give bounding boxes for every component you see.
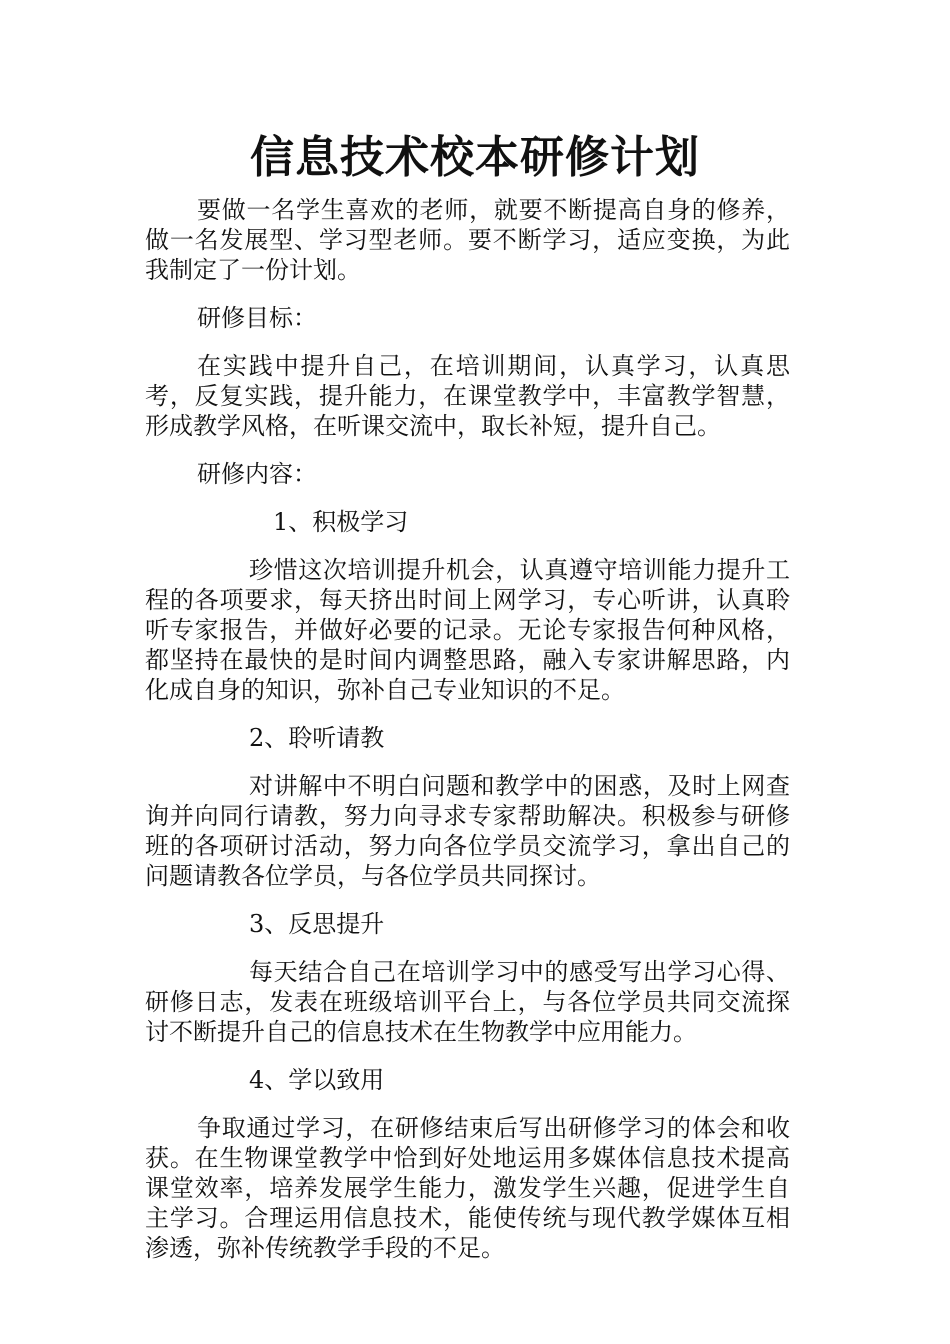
section-heading-3: 3、反思提升 [249,910,385,938]
document-body [145,195,790,1281]
section-heading-1: 1、积极学习 [273,508,409,536]
intro-paragraph: 要做一名学生喜欢的老师，就要不断提高自身的修养，做一名发展型、学习型老师。要不断学习，适应变换，为此我制定了一份计划。 [145,196,790,284]
section-paragraph-1: 珍惜这次培训提升机会，认真遵守培训能力提升工程的各项要求，每天挤出时间上网学习，专心听讲，认真聆听专家报告，并做好必要的记录。无论专家报告何种风格，都坚持在最快的是时间内调整思路，融入专家讲解思路，内化成自身的知识，弥补自己专业知识的不足。 [145,556,790,704]
section-paragraph-3: 每天结合自己在培训学习中的感受写出学习心得、研修日志，发表在班级培训平台上，与各位学员共同交流探讨不断提升自己的信息技术在生物教学中应用能力。 [145,958,790,1046]
content-heading: 研修内容： [197,460,317,488]
section-paragraph-2: 对讲解中不明白问题和教学中的困惑，及时上网查询并向同行请教，努力向寻求专家帮助解决。积极参与研修班的各项研讨活动，努力向各位学员交流学习，拿出自己的问题请教各位学员，与各位学员共同探讨。 [145,772,790,890]
goal-heading: 研修目标： [197,304,317,332]
document-title: 信息技术校本研修计划 [250,132,700,183]
section-paragraph-4: 争取通过学习，在研修结束后写出研修学习的体会和收获。在生物课堂教学中恰到好处地运用多媒体信息技术提高课堂效率，培养发展学生能力，激发学生兴趣，促进学生自主学习。合理运用信息技术，能使传统与现代教学媒体互相渗透，弥补传统教学手段的不足。 [145,1114,790,1262]
section-heading-4: 4、学以致用 [249,1066,385,1094]
section-heading-2: 2、聆听请教 [249,724,385,752]
goal-paragraph: 在实践中提升自己，在培训期间，认真学习，认真思考，反复实践，提升能力，在课堂教学中，丰富教学智慧，形成教学风格，在听课交流中，取长补短，提升自己。 [145,352,790,440]
